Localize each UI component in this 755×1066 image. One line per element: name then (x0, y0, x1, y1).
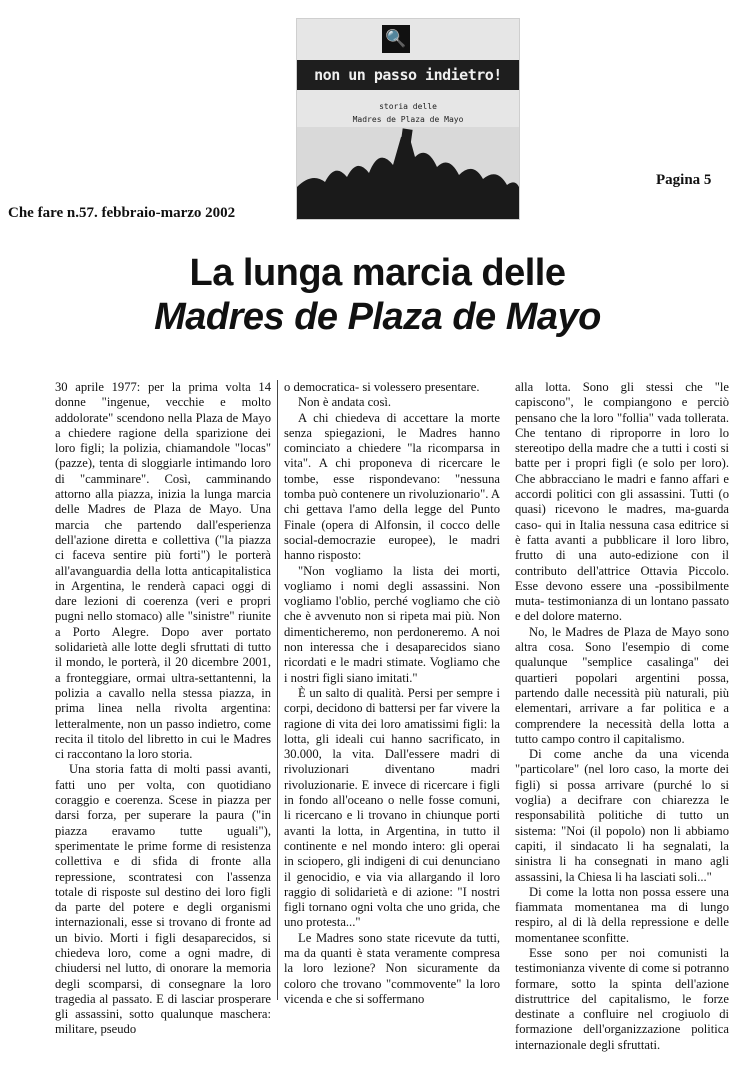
book-subtitle-line1: storia delle (379, 102, 437, 111)
column-divider (277, 380, 278, 1000)
paragraph: A chi chiedeva di accettare la morte senza spiegazioni, le Madres hanno cominciato a chiedere "la ricomparsa in vita". A chi proponeva di ricercare le tombe, esse rispondevano: "nessuna tomba può contenere un rivoluzionario". A chi gettava l'amo della legge del Punto Finale (opera di Alfonsin, il cocco delle social-democrazie europee), le madri hanno risposto: (284, 410, 500, 563)
headline: La lunga marcia delle (189, 252, 566, 294)
paragraph: Esse sono per noi comunisti la testimonianza vivente di come si potranno formare, sotto la spinta dell'azione distruttrice del capitalismo, le forze destinate a confluire nel crogiuolo di formazione dell'organizzazione politica internazionale degli sfruttati. (515, 945, 729, 1052)
paragraph: Una storia fatta di molti passi avanti, fatti uno per volta, con quotidiano coraggio e coerenza. Scese in piazza per darsi forza, per superare la paura ("in piazza eravamo tutte uguali"), sperimentate le prime forme di resistenza collettiva e di sfida di fronte alla repressione, scontratesi con l'assenza totale di risposte sul destino dei loro figli da parte del potere e degli organismi internazionali, esse si trovano di fronte ad un bivio. Morti i figli desaparecidos, si chiedeva loro, come a ogni madre, di chiudersi nel lutto, di onorare la memoria degli scomparsi, di consegnare la loro tragedia al passato. E di lasciar prosperare gli assassini, sotto qualunque maschera: militare, pseudo (55, 762, 271, 1037)
paragraph: Di come anche da una vicenda "particolare" (nel loro caso, la morte dei figli) si possa arrivare (purché lo si voglia) a decifrare con chiarezza le responsabilità politiche di tutto un sistema: "Noi (il popolo) non li abbiamo capiti, il sindacato li ha segnalati, la sinistra li ha consegnati in mano agli assassini, la Chiesa li ha lasciati soli..." (515, 747, 729, 884)
paragraph: È un salto di qualità. Persi per sempre i corpi, decidono di battersi per far vivere la ragione di vita dei loro amatissimi figli: la lotta, gli ideali cui hanno sacrificato, in 30.000, la vita. Dall'essere madri di rivoluzionari diventano madri rivoluzionarie. E invece di ricercare i figli in fondo all'oceano o nelle fosse comuni, li ricercano e li trovano in chiunque porti avanti la lotta, in Argentina, in tutto il continente e nel mondo intero: gli operai in sciopero, gli indigeni di cui denunciano il genocidio, e via via allargando il loro raggio di solidarietà e di azione: "I nostri figli tornano ogni volta che uno grida, che uno protesta..." (284, 685, 500, 930)
page-number: Pagina 5 (656, 172, 712, 188)
headline-italic: Madres de Plaza de Mayo (154, 296, 601, 338)
paragraph: Non è andata così. (298, 395, 392, 410)
book-cover-image (296, 18, 520, 220)
book-title: non un passo indietro! (297, 60, 519, 90)
paragraph: 30 aprile 1977: per la prima volta 14 donne "ingenue, vecchie e molto addolorate" scendono nella Plaza de Mayo a chiedere ragione della sparizione dei loro figli; la polizia, chiamandole "locas" (pazze), tenta di sloggiarle intimando loro di "camminare". Così, camminando attorno alla piazza, inizia la lunga marcia delle Madres de Plaza de Mayo. Una marcia che partendo dall'esperienza dell'azione diretta e collettiva ("la piazza ci faceva sentire più forti") le porterà all'avanguardia della lotta anticapitalistica in Argentina, le renderà capaci oggi di dare lezioni di coerenza (veri e propri pugni nello stomaco) alle "sinistre" riunite a Porto Alegre. Dopo aver portato solidarietà alle lotte degli sfruttati di tutto il mondo, le porterà, il 20 dicembre 2001, a fronteggiare, ormai ultra-settantenni, la polizia a cavallo nella stessa piazza, in prima linea nella rivolta argentina: letteralmente, non un passo indietro, come recita il titolo del libretto in cui le Madres ci raccontano la loro storia. (55, 380, 271, 762)
article-column-1 (55, 380, 271, 1038)
book-subtitle-line2: Madres de Plaza de Mayo (352, 115, 464, 124)
paragraph: No, le Madres de Plaza de Mayo sono altra cosa. Sono l'esempio di come qualunque "semplice casalinga" dei quartieri popolari argentini possa, partendo dalle necessità più naturali, più elementari, arrivare a far politica e a comprendere la necessità della lotta a tutto campo contro il capitalismo. (515, 624, 729, 746)
article-column-2 (284, 380, 500, 1007)
issue-line: Che fare n.57. febbraio-marzo 2002 (8, 205, 236, 221)
paragraph: alla lotta. Sono gli stessi che "le capiscono", le compiangono e perciò pensano che la loro "follia" vada tollerata. Che tentano di riproporre in loro lo stereotipo della madre che a tutti i costi si batte per i propri figli (e solo per loro). Che abbracciano le madri e fanno affari e accordi politici con gli assassini. Tutti (o quasi) ricevono le madres, ma-guarda caso- qui in Italia nessuna casa editrice si è fatta avanti a pubblicare il loro libro, frutto di una auto-edizione con il contributo dell'attrice Ottavia Piccolo. Esse devono essere una -possibilmente muta- testimonianza di un lontano passato e del dolore materno. (515, 380, 729, 624)
paragraph: o democratica- si volessero presentare. (284, 380, 480, 394)
paragraph: "Non vogliamo la lista dei morti, vogliamo i nomi degli assassini. Non vogliamo l'oblio, perché vogliamo che ciò che è avvenuto non si ripeta mai più. Non dimenticheremo, non perdoneremo. A noi non interessa che i desaparecidos siano ricordati e le madri stimate. Vogliamo che i nostri figli siano imitati." (284, 563, 500, 685)
paragraph: Le Madres sono state ricevute da tutti, ma da quanti è stata veramente compresa la loro lezione? Non sicuramente da coloro che trovano "commovente" la loro vicenda e che si soffermano (284, 930, 500, 1006)
article-column-3 (515, 380, 729, 1053)
crowd-illustration (297, 127, 519, 219)
paragraph: Di come la lotta non possa essere una fiammata momentanea ma di lungo respiro, al di là della repressione e delle momentanee sconfitte. (515, 884, 729, 945)
publisher-logo-icon: 🔍 (382, 25, 410, 53)
